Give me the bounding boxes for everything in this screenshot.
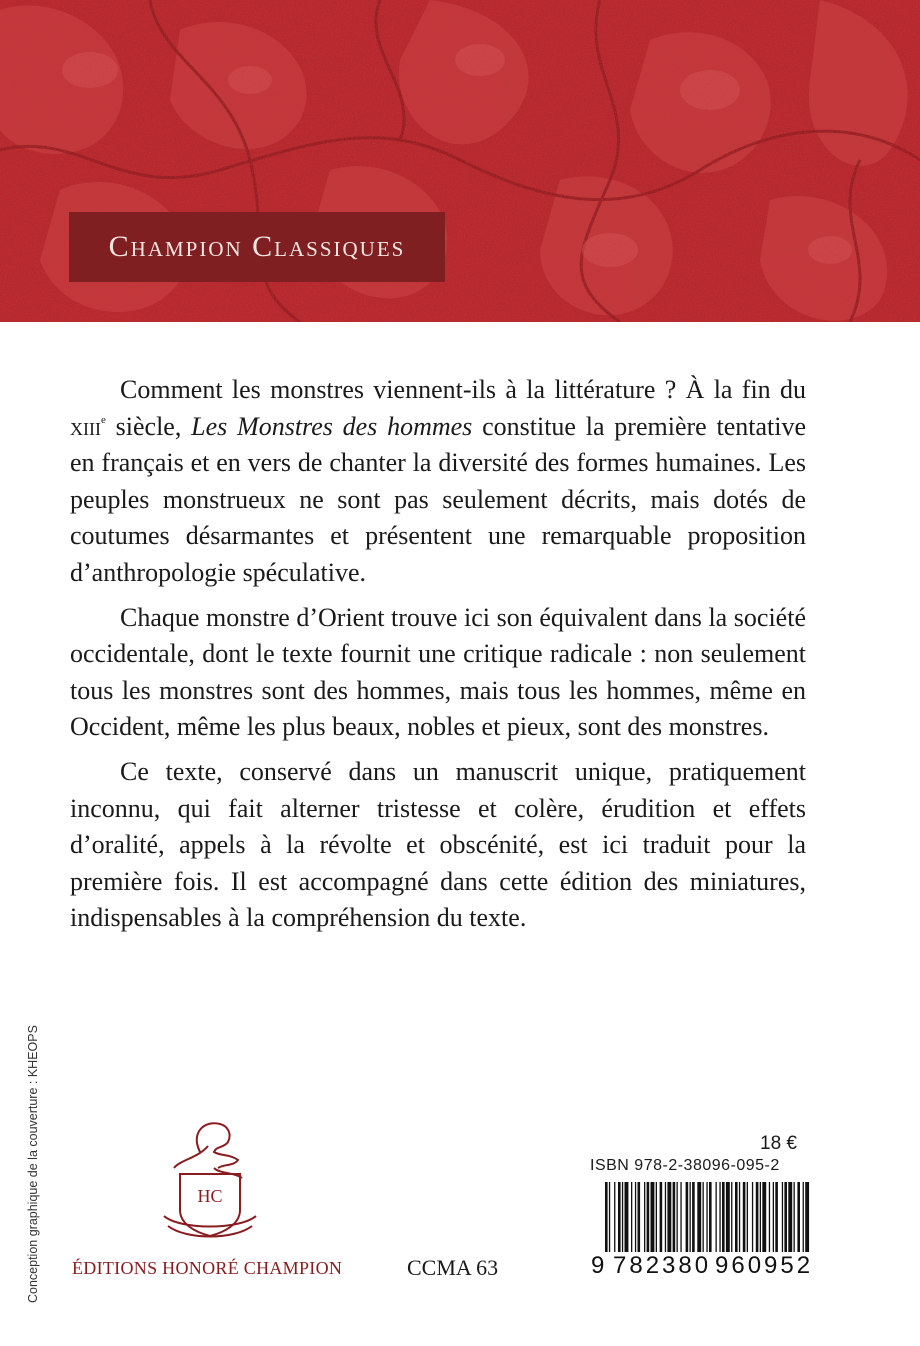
series-title: Champion Classiques [108, 230, 406, 263]
barcode-bar [803, 1182, 804, 1252]
barcode-bar [656, 1182, 657, 1252]
blurb-p1-rest: constitue la première tentative en français et en vers de chanter la diversité des formes humaines. Les peuples monstrueux ne sont pas seulement décrits, mais dotés de coutumes désarmantes et présentent une remarquable proposition d’anthropologie spéculative. [70, 411, 806, 587]
barcode-bar [703, 1182, 704, 1252]
barcode-bar [722, 1182, 725, 1252]
barcode-bar [631, 1182, 632, 1252]
barcode-bar [747, 1182, 748, 1252]
barcode-bar [660, 1182, 663, 1252]
blurb-p1-intro: Comment les monstres viennent-ils à la littérature ? À la fin du [120, 375, 806, 404]
barcode-bars [605, 1182, 809, 1252]
barcode-bar [784, 1182, 787, 1252]
barcode-bar [625, 1182, 629, 1252]
barcode-bar [673, 1182, 676, 1252]
barcode-bar [644, 1182, 645, 1252]
barcode-bar [651, 1182, 655, 1252]
barcode-bar [775, 1182, 778, 1252]
barcode-bar [743, 1182, 746, 1252]
barcode-bar [647, 1182, 650, 1252]
barcode-digits-group-2: 960952 [715, 1252, 814, 1279]
blurb-paragraph-2: Chaque monstre d’Orient trouve ici son équivalent dans la société occidentale, dont le texte fournit une critique radicale : non seulement tous les monstres sont des hommes, mais tous les hommes, même en Occident, même les plus beaux, nobles et pieux, sont des monstres. [70, 602, 806, 742]
horse-crest-icon [150, 1112, 270, 1252]
barcode-bar [706, 1182, 707, 1252]
barcode-bar [716, 1182, 717, 1252]
barcode-bar [665, 1182, 666, 1252]
barcode-bar [618, 1182, 621, 1252]
barcode-bar [719, 1182, 720, 1252]
barcode-bar [614, 1182, 615, 1252]
price: 18 € [760, 1133, 797, 1154]
barcode-bar [677, 1182, 678, 1252]
cover-design-credit: Conception graphique de la couverture : KHEOPS [26, 1025, 40, 1303]
barcode-bar [756, 1182, 759, 1252]
barcode-bar [797, 1182, 800, 1252]
blurb-paragraph-1 [70, 372, 806, 592]
barcode-bar [697, 1182, 701, 1252]
barcode-bar [731, 1182, 732, 1252]
book-title: Les Monstres des hommes [191, 411, 473, 441]
barcode [591, 1182, 811, 1252]
barcode-bar [773, 1182, 774, 1252]
back-cover-blurb [70, 372, 806, 945]
barcode-bar [667, 1182, 671, 1252]
century-superscript: e [100, 413, 106, 426]
barcode-bar [752, 1182, 753, 1252]
logo-monogram: HC [197, 1186, 223, 1206]
barcode-bar [638, 1182, 641, 1252]
barcode-bar [788, 1182, 792, 1252]
barcode-bar [692, 1182, 695, 1252]
century-numeral: xiii [70, 411, 101, 441]
barcode-bar [622, 1182, 623, 1252]
barcode-bar [769, 1182, 770, 1252]
barcode-bar [690, 1182, 691, 1252]
barcode-bar [762, 1182, 766, 1252]
barcode-bar [635, 1182, 636, 1252]
barcode-bar [739, 1182, 740, 1252]
blurb-paragraph-3: Ce texte, conservé dans un manuscrit unique, pratiquement inconnu, qui fait alterner tristesse et colère, érudition et effets d’oralité, appels à la révolte et obscénité, est ici traduit pour la première fois. Il est accompagné dans cette édition des miniatures, indispensables à la compréhension du texte. [70, 756, 806, 933]
collection-number: CCMA 63 [407, 1255, 499, 1280]
barcode-digits [591, 1252, 814, 1282]
barcode-bar [760, 1182, 761, 1252]
barcode-bar [782, 1182, 783, 1252]
barcode-bar [686, 1182, 689, 1252]
barcode-bar [726, 1182, 730, 1252]
barcode-bar [609, 1182, 610, 1252]
barcode-bar [680, 1182, 681, 1252]
barcode-bar [794, 1182, 795, 1252]
blurb-p1-mid: siècle, [105, 411, 192, 441]
barcode-bar [805, 1182, 809, 1252]
barcode-bar [605, 1182, 608, 1252]
publisher-name: ÉDITIONS HONORÉ CHAMPION [72, 1258, 343, 1278]
barcode-digits-group-1: 782380 [613, 1252, 712, 1279]
isbn-label: ISBN 978-2-38096-095-2 [590, 1157, 780, 1174]
barcode-bar [709, 1182, 712, 1252]
series-banner [69, 212, 445, 282]
barcode-bar [735, 1182, 738, 1252]
barcode-digit-first: 9 [591, 1252, 605, 1279]
